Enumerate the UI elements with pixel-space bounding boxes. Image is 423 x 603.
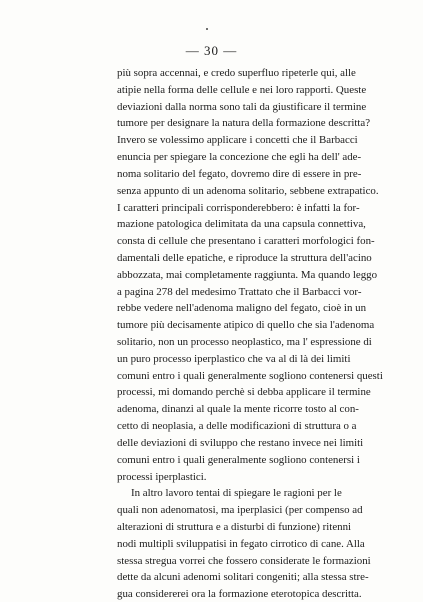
text-line: Invero se volessimo applicare i concetti che il Barbacci [117,134,358,147]
page-number: — 30 — [185,43,238,58]
text-line: deviazioni dalla norma sono tali da giustificare il termine [117,100,367,113]
paragraph [117,485,371,603]
text-line: mazione patologica delimitata da una capsula connettiva, [117,218,366,231]
text-line: più sopra accennai, e credo superfluo ripeterle qui, alle [117,67,356,79]
text-line: I caratteri principali corrisponderebbero: è infatti la for- [117,201,360,214]
text-line: delle deviazioni di sviluppo che restano invece nei limiti [117,436,364,449]
text-line: tumore per designare la natura della formazione descritta? [117,117,371,130]
text-line: In altro lavoro tentai di spiegare le ragioni per le [131,487,342,500]
text-line: enuncia per spiegare la concezione che egli ha dell' ade- [117,151,362,164]
text-line: noma solitario del fegato, dovremo dire di essere in pre- [117,167,362,180]
text-line: consta di cellule che presentano i caratteri morfologici fon- [117,235,375,248]
text-line: comuni entro i quali generalmente sogliono contenersi i [117,453,360,466]
paragraph [117,65,383,485]
text-line: quali non adenomatosi, ma iperplasici (per compenso ad [117,504,363,517]
text-line: stessa stregua vorrei che fossero considerate le formazioni [117,554,371,567]
print-speck [206,28,208,30]
text-line: adenoma, dinanzi al quale la mente ricorre tosto al con- [117,403,359,416]
text-line: a pagina 278 del medesimo Trattato che il Barbacci vor- [117,285,362,298]
text-line: nodi multipli sviluppatisi in fegato cirrotico di cane. Alla [117,537,365,550]
text-line: cetto di neoplasia, a delle modificazioni di struttura o a [117,420,357,433]
text-line: damentali delle epatiche, e riproduce la struttura dell'acino [117,251,372,264]
text-line: abbozzata, mai completamente raggiunta. Ma quando leggo [117,268,378,281]
text-line: alterazioni di struttura e a disturbi di funzione) ritenni [117,520,352,533]
text-line: processi, mi domando perchè si debba applicare il termine [117,386,371,399]
text-line: tumore più decisamente atipico di quello che sia l'adenoma [117,319,375,332]
text-line: gua considererei ora la formazione eterotopica descritta. [117,588,362,601]
text-line: senza appunto di un adenoma solitario, sebbene extrapatico. [117,184,379,197]
text-line: rebbe vedere nell'adenoma maligno del fegato, cioè in un [117,302,367,315]
body-text [117,65,383,603]
text-line: dette da alcuni adenomi solitari congeniti; alla stessa stre- [117,571,369,584]
text-line: comuni entro i quali generalmente sogliono contenersi questi [117,369,383,382]
text-line: un puro processo iperplastico che va al di là dei limiti [117,352,351,365]
text-line: solitario, non un processo neoplastico, ma l' espressione di [117,336,372,348]
text-line: atipie nella forma delle cellule e nei loro rapporti. Queste [117,83,367,96]
text-line: processi iperplastici. [117,470,207,483]
